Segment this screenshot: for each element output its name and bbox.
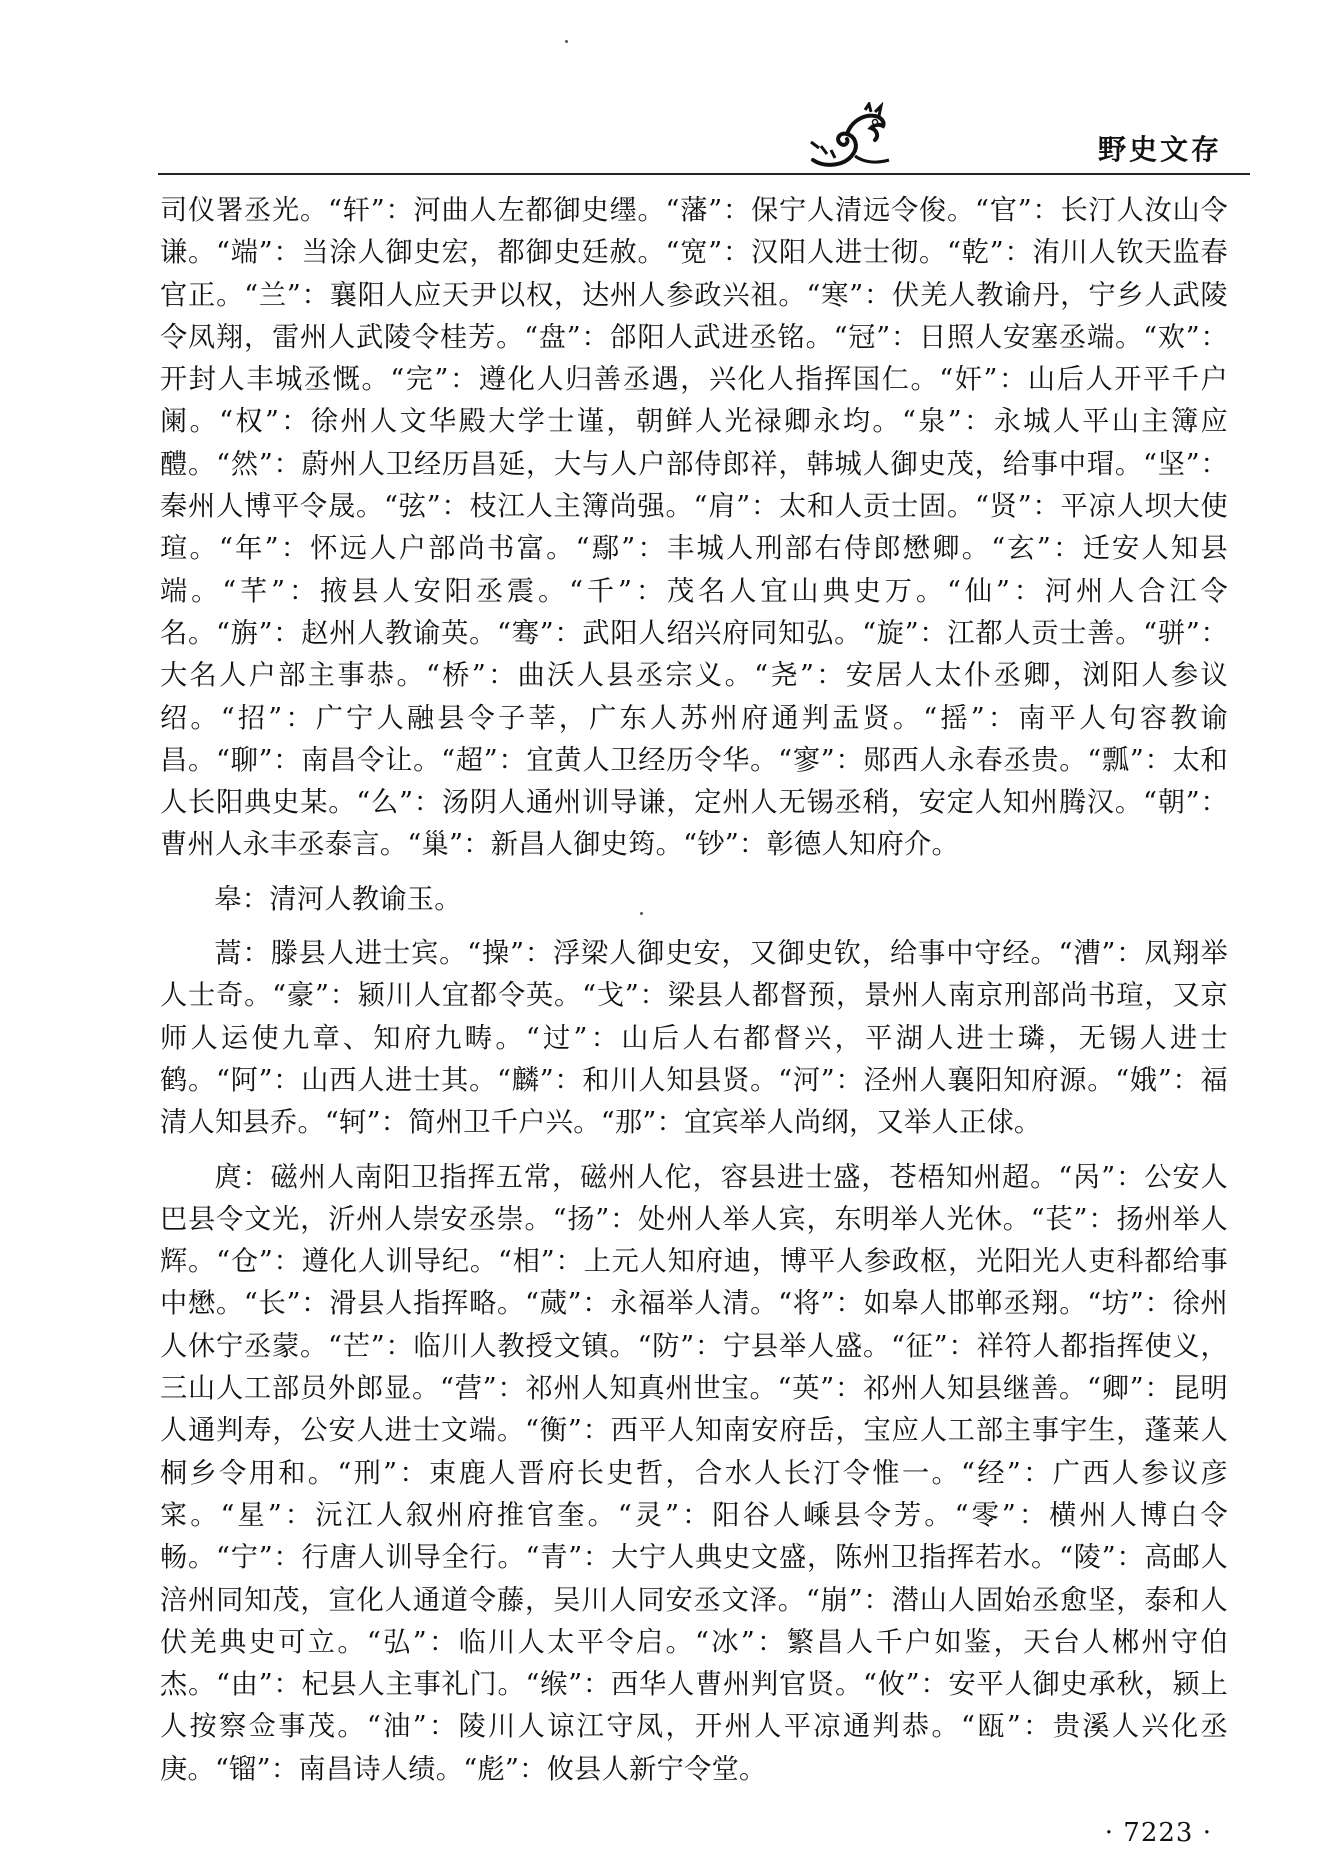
paragraph-4: 庹：磁州人南阳卫指挥五常，磁州人佗，容县进士盛，苍梧知州超。“呙”：公安人巴县令文光，沂州人崇安丞崇。“扬”：处州人举人宾，东明举人光休。“苌”：扬州举人辉。“仓”：遵化人训导纪。“相”：上元人知府迪，博平人参政枢，光阳光人吏科都给事中懋。“长”：滑县人指挥略。“蒇”：永福举人清。“将”：如皋人邯郸丞翔。“坊”：徐州人休宁丞蒙。“芒”：临川人教授文镇。“防”：宁县举人盛。“征”：祥符人都指挥使义，三山人工部员外郎显。“营”：祁州人知真州世宝。“英”：祁州人知县继善。“卿”：昆明人通判寿，公安人进士文端。“衡”：西平人知南安府岳，宝应人工部主事宇生，蓬莱人桐乡令用和。“刑”：束鹿人晋府长史哲，合水人长汀令惟一。“经”：广西人参议彦寀。“星”：沅江人叙州府推官奎。“灵”：阳谷人嵊县令芳。“零”：横州人博白令畅。“宁”：行唐人训导全行。“青”：大宁人典史文盛，陈州卫指挥若水。“陵”：高邮人涪州同知茂，宣化人通道令藤，吴川人同安丞文泽。“崩”：潜山人固始丞愈坚，泰和人伏羌典史可立。“弘”：临川人太平令启。“冰”：繁昌人千户如鉴，天台人郴州守伯杰。“由”：杞县人主事礼门。“缑”：西华人曹州判官贤。“攸”：安平人御史承秋，颍上人按察佥事茂。“油”：陵川人谅江守凤，开州人平凉通判恭。“瓯”：贵溪人兴化丞庚。“镏”：南昌诗人绩。“彪”：攸县人新宁令堂。 xyxy=(160,1161,1228,1785)
scan-speck xyxy=(640,912,643,915)
section-title: 野史文存 xyxy=(1097,133,1222,166)
paragraph-1: 司仪署丞光。“轩”：河曲人左都御史𬙊。“藩”：保宁人清远令俊。“官”：长汀人汝山令谦。“端”：当涂人御史宏，都御史廷赦。“宽”：汉阳人进士彻。“乾”：洧川人钦天监春官正。“兰”：襄阳人应天尹以权，达州人参政兴祖。“寒”：伏羌人教谕丹，宁乡人武陵令凤翔，雷州人武陵令桂芳。“盘”：郃阳人武进丞铭。“冠”：日照人安塞丞端。“欢”：开封人丰城丞慨。“完”：遵化人归善丞遇，兴化人指挥国仁。“奸”：山后人开平千户阑。“权”：徐州人文华殿大学士谨，朝鲜人光禄卿永均。“泉”：永城人平山主簿应醴。“然”：蔚州人卫经历昌延，大与人户部侍郎祥，韩城人御史茂，给事中瑁。“坚”：秦州人博平令晟。“弦”：枝江人主簿尚强。“肩”：太和人贡士固。“贤”：平凉人坝大使瑄。“年”：怀远人户部尚书富。“鄢”：丰城人刑部右侍郎懋卿。“玄”：迁安人知县端。“芊”：掖县人安阳丞震。“千”：茂名人宜山典史万。“仙”：河州人合江令名。“旃”：赵州人教谕英。“骞”：武阳人绍兴府同知弘。“旋”：江都人贡士善。“骈”：大名人户部主事恭。“桥”：曲沃人县丞宗义。“尧”：安居人太仆丞卿，浏阳人参议绍。“招”：广宁人融县令子莘，广东人苏州府通判盂贤。“摇”：南平人句容教谕昌。“聊”：南昌令让。“超”：宜黄人卫经历令华。“寥”：郧西人永春丞贵。“瓢”：太和人长阳典史某。“么”：汤阴人通州训导谦，定州人无锡丞稍，安定人知州腾汉。“朝”：曹州人永丰丞泰言。“巢”：新昌人御史筠。“钞”：彰德人知府介。 xyxy=(160,195,1228,861)
scan-speck xyxy=(565,40,568,43)
paragraph-3: 蒿：滕县人进士宾。“操”：浮梁人御史安，又御史钦，给事中守经。“漕”：凤翔举人士奇。“豪”：颍川人宜都令英。“戈”：梁县人都督预，景州人南京刑部尚书瑄，又京师人运使九章、知府九畴。“过”：山后人右都督兴，平湖人进士璘，无锡人进士鹤。“阿”：山西人进士其。“麟”：和川人知县贤。“河”：泾州人襄阳知府源。“娥”：福清人知县乔。“轲”：简州卫千户兴。“那”：宜宾举人尚纲，又举人正俅。 xyxy=(160,938,1228,1139)
page-number: · 7223 · xyxy=(1104,1818,1212,1848)
page-header xyxy=(0,0,1322,175)
dragon-emblem-icon xyxy=(805,102,895,172)
body-text xyxy=(160,190,1228,1791)
header-rule xyxy=(158,173,1250,175)
paragraph-2: 皋：清河人教谕玉。 xyxy=(214,883,462,915)
